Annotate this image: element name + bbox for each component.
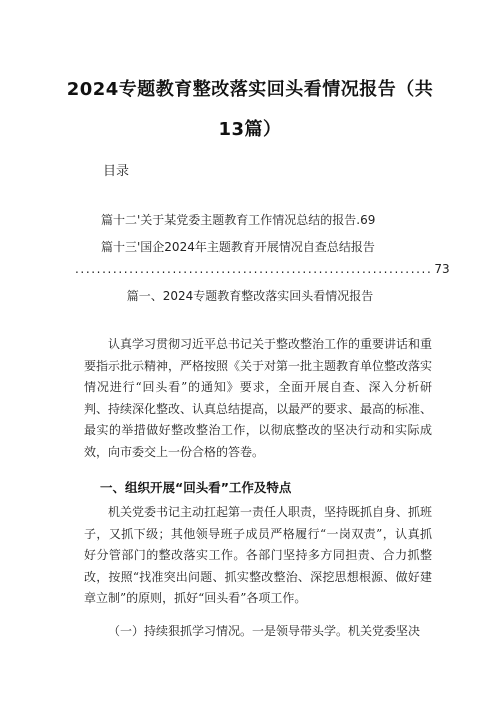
body-paragraph: 机关党委书记主动扛起第一责任人职责，坚持既抓自身、抓班子，又抓下级；其他领导班子成员严格履行“一岗双责”，认真抓好分管部门的整改落实工作。各部门坚持多方同担责、合力抓整改，按照“找准突出问题、抓实整改整治、深挖思想根源、做好建章立制”的原则，抓好“回头看”各项工作。 — [84, 505, 433, 606]
toc-dots: .................................................................. — [75, 262, 433, 276]
document-title-line1: 2024专题教育整改落实回头看情况报告（共 — [66, 79, 434, 100]
toc-item[interactable]: 篇十二'关于某党委主题教育工作情况总结的报告.69 — [101, 213, 376, 227]
section-heading: 篇一、2024专题教育整改落实回头看情况报告 — [126, 289, 374, 303]
document-title-line2: 13篇） — [218, 119, 282, 140]
body-paragraph: （一）持续狠抓学习情况。一是领导带头学。机关党委坚决 — [108, 624, 421, 638]
toc-heading: 目录 — [103, 164, 130, 179]
toc-leader-line — [75, 262, 450, 276]
toc-page-number: 73 — [434, 262, 450, 276]
toc-item[interactable]: 篇十三'国企2024年主题教育开展情况自查总结报告 — [101, 240, 375, 254]
subsection-heading: 一、组织开展“回头看”工作及特点 — [100, 480, 292, 495]
body-paragraph: 认真学习贯彻习近平总书记关于整改整治工作的重要讲话和重要指示批示精神，严格按照《关于对第一批主题教育单位整改落实情况进行“回头看”的通知》要求，全面开展自查、深入分析研判、持续深化整改、认真总结提高，以最严的要求、最高的标准、最实的举措做好整改整治工作，以彻底整改的坚决行动和实际成效，向市委交上一份合格的答卷。 — [84, 337, 433, 459]
